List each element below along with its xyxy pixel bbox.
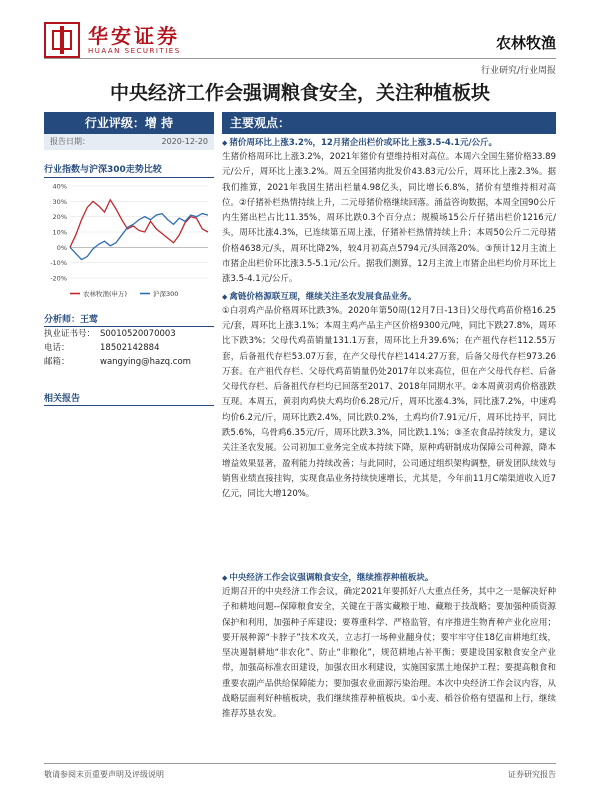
legend-label: 农林牧渔(申万) xyxy=(83,290,128,298)
y-tick-label: 30% xyxy=(52,197,67,206)
company-logo xyxy=(44,22,181,58)
email-link[interactable]: wangying@hazq.com xyxy=(100,357,191,367)
legend-label: 沪深300 xyxy=(153,290,179,298)
analyst-heading xyxy=(44,312,214,327)
footer-disclaimer: 敬请参阅末页重要声明及评级说明 xyxy=(44,770,164,779)
date-label: 报告日期： xyxy=(50,137,90,146)
cert-number: S0010520070003 xyxy=(100,329,176,339)
y-tick-label: 10% xyxy=(52,228,67,237)
analyst-name: 王莺 xyxy=(80,315,99,325)
paragraph-grain: 近期召开的中央经济工作会议，确定2021年要抓好八大重点任务，其中之一是解决好种子和耕地问题--保障粮食安全，关键在于落实藏粮于地、藏粮于技战略；要加强种质资源保护和利用，加强种子库建设；要尊重科学、严格监管，有序推进生物育种产业化应用；要开展种源“卡脖子”技术攻关，立志打一场种业翻身仗；要牢牢守住18亿亩耕地红线，坚决遏制耕地“非农化”、防止“非粮化”，规范耕地占补平衡；要建设国家粮食安全产业带，加强高标准农田建设，加强农田水利建设，实施国家黑土地保护工程；要提高粮食和重要农副产品供给保障能力；要加强农业面源污染治理。本次中央经济工作会议内容，从战略层面利好种植板块，我们继续推荐种植板块。①小麦、稻谷价格有望温和上行，继续推荐苏垦农发。 xyxy=(222,587,556,720)
rating-label: 行业评级： xyxy=(84,116,145,130)
logo-name-en: HUAAN SECURITIES xyxy=(88,47,181,55)
header-divider xyxy=(44,58,556,59)
y-tick-label: -20% xyxy=(50,274,67,283)
phone-number: 18502142884 xyxy=(100,343,160,353)
logo-emblem-icon xyxy=(44,22,80,58)
date-value: 2020-12-20 xyxy=(161,137,208,146)
main-content-lower xyxy=(222,569,556,723)
series-line-0 xyxy=(70,200,208,248)
sidebar xyxy=(44,112,214,406)
key-points-heading: 主要观点： xyxy=(222,112,556,134)
logo-name-cn: 华安证券 xyxy=(88,24,180,48)
industry-rating xyxy=(44,112,214,134)
sector-name: 农林牧渔 xyxy=(495,34,556,52)
y-tick-label: 0% xyxy=(56,243,67,252)
contact-row xyxy=(44,327,214,341)
rating-value: 增 持 xyxy=(144,116,174,130)
y-tick-label: 40% xyxy=(52,182,67,191)
contact-row xyxy=(44,341,214,355)
contact-row xyxy=(44,355,214,369)
paragraph-poultry: ①白羽鸡产品价格周环比跌3%。2020年第50周(12月7日-13日)父母代鸡苗价格16.25元/套，周环比上涨3.1%；本周主鸡产品主产区价格9300元/吨，同比下跌27.8%，周环比下跌3%；父母代鸡苗销量131.1万套，周环比上升39.6%；在产祖代存栏112.55万套，后备祖代存栏53.07万套，在产父母代存栏1414.27万套，后备父母代存栏973.26万套。在产祖代存栏、父母代鸡苗销量仍处2017年以来高位，但在产父母代存栏、后备父母代存栏、后备祖代存栏均已回落至2017、2018年同期水平。②本周黄羽鸡价格涨跌互现。本周五，黄羽肉鸡快大鸡均价6.28元/斤，周环比涨4.3%，同比涨7.2%，中速鸡均价6.2元/斤，周环比跌2.4%，同比跌0.2%，土鸡均价7.91元/斤，周环比持平，同比跌5.6%，乌骨鸡6.35元/斤，周环比跌3.3%，同比跌1.1%；③圣农食品持续发力，建议关注圣农发展。公司初加工业务完全成本持续下降，原种鸡研制成功保障公司种源，降本增益效果显著，盈利能力持续改善；与此同时，公司通过组织架构调整，研发团队续效与销售业绩直接挂钩，实现食品业务持续快速增长，尤其是，今年前11月C端渠道收入近7亿元，同比大增120%。 xyxy=(222,305,556,500)
y-tick-label: 20% xyxy=(52,213,67,222)
report-title: 中央经济工作会强调粮食安全，关注种植板块 xyxy=(109,82,490,104)
footer-label: 证券研究报告 xyxy=(508,770,556,779)
contact-key: 邮箱： xyxy=(44,357,70,367)
report-date-row xyxy=(44,134,214,150)
related-reports-heading: 相关报告 xyxy=(44,391,214,406)
line-chart-svg xyxy=(44,182,214,306)
chart-title: 行业指数与沪深300走势比较 xyxy=(44,162,214,178)
y-tick-label: -10% xyxy=(50,259,67,268)
index-comparison-chart xyxy=(44,182,214,306)
section-heading-poultry: ◆ 禽链价格源联互现，继续关注圣农发展食品业务。 xyxy=(222,291,556,303)
analyst-contact xyxy=(44,327,214,369)
section-heading-hog: ◆ 猪价周环比上涨3.2%，12月猪企出栏价或环比上涨3.5-4.1元/公斤。 xyxy=(222,137,556,149)
main-content xyxy=(222,112,556,503)
paragraph-hog: 生猪价格周环比上涨3.2%，2021年猪价有望维持相对高位。本周六全国生猪价格33.89元/公斤，周环比上涨3.2%。周五全国猪肉批发价43.83元/公斤，周环比上涨2.3%。据我们推算，2021年我国生猪出栏量4.98亿头，同比增长6.8%，猪价有望维持相对高位。②仔猪补栏热情持续上升，二元母猪价格继续回落。涌益咨询数据，本周全国90公斤内生猪出栏占比11.35%，周环比跌0.3个百分点；规模场15公斤仔猪出栏价1216元/头，周环比涨4.3%，已连续第五周上涨，仔猪补栏热情持续上升；本周50公斤二元母猪价格4638元/头，周环比降2%，较4月初高点5794元/头回落20%。③预计12月主流上市猪企出栏价环比涨3.5-5.1元/公斤。据我们测算，12月主流上市猪企出栏均价月环比上涨3.5-4.1元/公斤。 xyxy=(222,152,556,285)
contact-key: 电话： xyxy=(44,343,70,353)
analyst-heading-label: 分析师： xyxy=(44,315,81,325)
footer-divider xyxy=(44,763,556,764)
report-type: 行业研究/行业周报 xyxy=(480,66,556,76)
contact-key: 执业证书号： xyxy=(44,329,96,339)
section-heading-grain: ◆ 中央经济工作会议强调粮食安全，继续推荐种植板块。 xyxy=(222,572,556,584)
